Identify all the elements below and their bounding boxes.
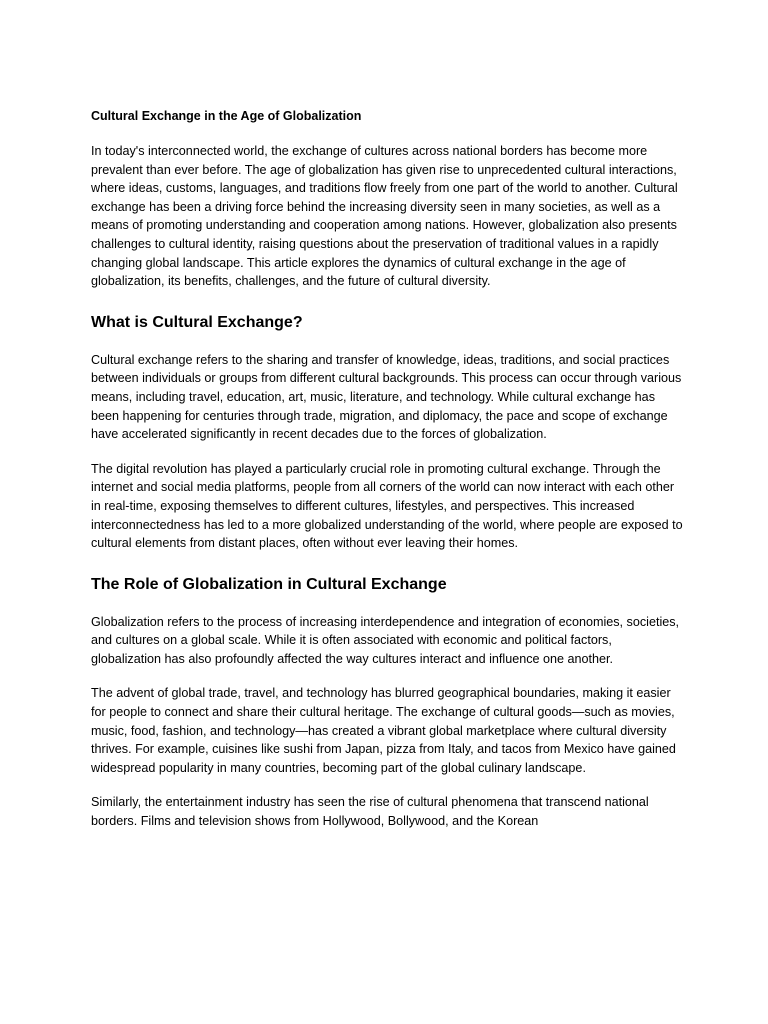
section-2-paragraph-2: The advent of global trade, travel, and technology has blurred geographical boundaries, making it easier for people to connect and share their cultural heritage. The exchange of cultural goods—such as movies, music, food, fashion, and technology—has created a vibrant global marketplace where cultural diversity thrives. For example, cuisines like sushi from Japan, pizza from Italy, and tacos from Mexico have gained widespread popularity in many countries, becoming part of the global culinary landscape. bbox=[91, 686, 676, 775]
document-title: Cultural Exchange in the Age of Globalization bbox=[91, 109, 362, 123]
section-heading-role-of-globalization: The Role of Globalization in Cultural Exchange bbox=[91, 575, 447, 593]
section-heading-what-is-cultural-exchange: What is Cultural Exchange? bbox=[91, 313, 303, 331]
section-2-paragraph-1: Globalization refers to the process of increasing interdependence and integration of economies, societies, and cultures on a global scale. While it is often associated with economic and political factors, globalization has also profoundly affected the way cultures interact and influence one another. bbox=[91, 614, 680, 666]
section-1-paragraph-2: The digital revolution has played a particularly crucial role in promoting cultural exchange. Through the internet and social media platforms, people from all corners of the world can now interact with each other in real-time, exposing themselves to different cultures, lifestyles, and perspectives. This increased interconnectedness has led to a more globalized understanding of the world, where people are exposed to cultural elements from distant places, often without ever leaving their homes. bbox=[91, 461, 683, 551]
document-page bbox=[91, 107, 683, 847]
section-1-paragraph-1: Cultural exchange refers to the sharing and transfer of knowledge, ideas, traditions, and social practices between individuals or groups from different cultural backgrounds. This process can occur through various means, including travel, education, art, music, literature, and technology. While cultural exchange has been happening for centuries through trade, migration, and diplomacy, the pace and scope of exchange have accelerated significantly in recent decades due to the forces of globalization. bbox=[91, 352, 682, 442]
section-2-paragraph-3: Similarly, the entertainment industry has seen the rise of cultural phenomena that transcend national borders. Films and television shows from Hollywood, Bollywood, and the Korean bbox=[91, 795, 649, 829]
intro-paragraph: In today's interconnected world, the exchange of cultures across national borders has become more prevalent than ever before. The age of globalization has given rise to unprecedented cultural interactions, where ideas, customs, languages, and traditions flow freely from one part of the world to another. Cultural exchange has been a driving force behind the increasing diversity seen in many societies, as well as a means of promoting understanding and cooperation among nations. However, globalization also presents challenges to cultural identity, raising questions about the preservation of traditional values in a rapidly changing global landscape. This article explores the dynamics of cultural exchange in the age of globalization, its benefits, challenges, and the future of cultural diversity. bbox=[91, 144, 678, 289]
